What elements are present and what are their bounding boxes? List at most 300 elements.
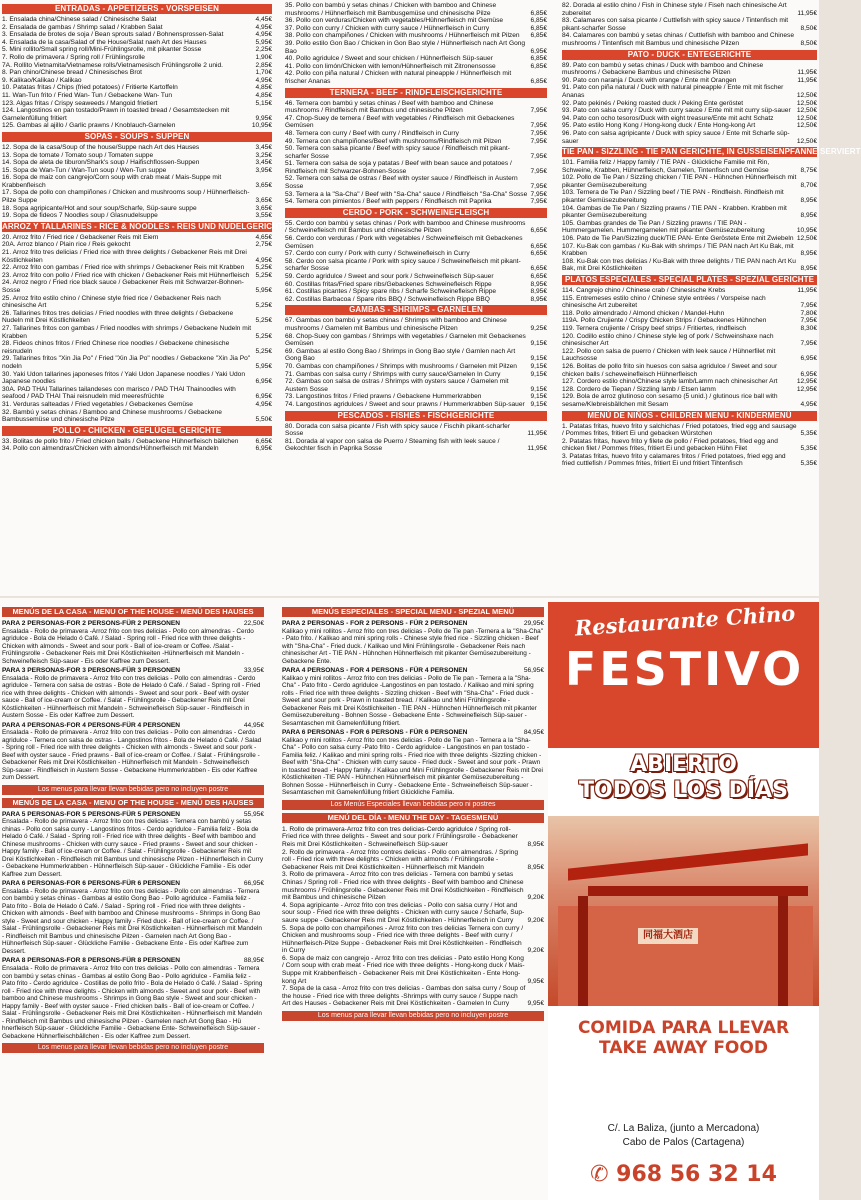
set-menu [282, 729, 544, 797]
menu-item [562, 77, 817, 85]
menu-item-price: 2,75€ [255, 241, 272, 249]
menu-item-price: 7,95€ [530, 129, 547, 137]
menu-item-price: 6,85€ [530, 32, 547, 40]
menu-item [285, 288, 547, 296]
menu-inside-panel [0, 0, 861, 596]
menu-item [2, 24, 272, 32]
menu-item-name: 33. Bolitas de pollo frito / Fried chicken balls / Gebackene Hühnerfleisch bällchen [2, 437, 239, 445]
menu-item-price: 9,95€ [255, 114, 272, 122]
menu-item-name: 73. Langostinos fritos / Fried prawns / Gebackene Hummerkrabben [285, 393, 482, 401]
menu-item-name: 107. Ku-Bak con gambas / Ku-Bak with shrimps / TIE PAN nach Art Ku Bak, mit Krabben [562, 242, 794, 258]
menu-item [2, 234, 272, 242]
menu-item-price: 4,95€ [255, 256, 272, 264]
menu-item [562, 317, 817, 325]
menu-item-price: 9,95€ [527, 1000, 544, 1008]
menu-item-name: 106. Pato de Tie Pan/Sizzling duck/TIE PAN- Ente Geröstete Ente mit Zwiebeln [562, 235, 794, 243]
menu-item-name: 104. Gambas de Tie Pan / Sizzling prawns / TIE PAN - Krabben. Krabben mit pikanter Gemüsezubereitung [562, 204, 787, 220]
menu-item-name: 46. Ternera con bambú y setas chinas / Beef with bamboo and Chinese mushrooms / Rindfleisch mit Bambus und chinesische Pilzen [285, 99, 494, 115]
menu-item-name: 55. Cerdo con bambú y setas chinas / Pork with bamboo and Chinese mushrooms / Schweinefleisch mit Bambus und chinesische Pilzen [285, 219, 526, 235]
set-menu-title [2, 880, 264, 888]
menu-item-price: 6,95€ [800, 355, 817, 363]
menu-item-name: 129. Bola de arroz glutinoso con sesamo (5 unid.) / glutinous rice ball with sesame/Klebreisbällchen mit Sesam [562, 393, 778, 408]
menu-item-price: 12,50€ [796, 235, 817, 243]
menu-item-name: 19. Sopa de fideos 7 Noodles soup / Glasnudelsuppe [2, 212, 158, 220]
menu-item-price: 12,50€ [796, 114, 817, 122]
menu-item [285, 423, 547, 438]
menu-item [562, 348, 817, 363]
set-menu-price: 55,95€ [243, 810, 264, 818]
menu-item-price: 3,55€ [255, 212, 272, 220]
address-line-2: Cabo de Palos (Cartagena) [622, 1137, 745, 1148]
menu-item-name: 96. Pato con salsa agripicante / Duck with spicy sauce / Ente mit Scharfe süp-sauer [562, 129, 790, 145]
menu-item [562, 32, 817, 47]
menu-item [2, 295, 272, 310]
menu-item-name: 38. Pollo con champiñones / Chicken with mushrooms / Hühnerfleisch mit Pilzen [285, 32, 520, 40]
menu-item-name: 58. Cerdo con salsa picante / Pork with spicy sauce / Schweinefleisch mit pikant-scharfer Sosse [285, 257, 521, 273]
menu-item-price: 4,95€ [255, 23, 272, 31]
section-header: MENÚ DE NIÑOS - CHILDREN MENU - KINDERMENÜ [562, 411, 817, 421]
menu-item-price: 1,90€ [255, 53, 272, 61]
menu-item [2, 438, 272, 446]
menu-item-name: 16. Sopa de maiz con cangrejo/Corn soup with crab meat / Mais-Suppe mit Krabbenfleisch [2, 174, 222, 189]
menu-item-name: 20A. Arroz blanco / Plain rice / Reis gekocht [2, 241, 131, 249]
cover-panel [548, 602, 819, 1200]
section-header: PESCADOS - FISHES - FISCHGERICHTE [285, 411, 547, 421]
menu-item-name: 71. Gambas con salsa curry / Shrimps with curry sauce/Garnelen In Curry [285, 370, 501, 378]
menu-item-price: 4,95€ [255, 400, 272, 408]
restaurant-sign: 同福大酒店 [638, 928, 698, 944]
menu-item-name: 3. Ensalada de brotes de soja / Bean sprouts salad / Bohnensprossen-Salat [2, 31, 224, 39]
menu-item-name: 8. Pan chino/Chinese bread / Chinesisches Brot [2, 69, 143, 77]
set-menu-price: 33,95€ [243, 667, 264, 675]
menu-item-price: 12,95€ [796, 385, 817, 393]
menu-item [2, 386, 272, 401]
menu-item-name: 59. Cerdo agridulce / Sweet and sour pork / Schweinefleisch Süp-sauer [285, 273, 494, 280]
menu-item [285, 32, 547, 40]
menu-item [2, 31, 272, 39]
menu-item-price: 8,95€ [530, 280, 547, 288]
menu-item [562, 84, 817, 99]
menu-item-price: 8,95€ [527, 863, 544, 871]
menu-item [2, 241, 272, 249]
menu-item [562, 130, 817, 145]
menu-item-name: 68. Chop-Suey con gambas / Shrimps with vegetables / Garnelen mit Gebackenes Gemüsen [285, 332, 526, 348]
set-menu-title [2, 957, 264, 965]
set-menu [2, 667, 264, 720]
menu-item-name: 92. Pato pekinés / Peking roasted duck / Peking Ente geröstet [562, 99, 744, 107]
menu-item-name: 20. Arroz frito / Fried rice / Gebackener Reis mit Eiern [2, 233, 159, 241]
set-menu [2, 811, 264, 879]
menu-item [2, 189, 272, 204]
menu-item-price: 7,95€ [530, 122, 547, 130]
set-menu-description: Kalikao y mini rollitos - Arroz frito con tres delicias - Pollo de Tie pan - Ternera a la "Sha-Cha" - Pollo con salsa curry -Pato frito - Cerdo agridulce - Langostinos en pan tostado - Familia feliz. / Kalikao and mini spring rolls - Fried rice with three delights -Sizzling chicken - Beef with "Sha-Cha" - Chicken with curry sauce - Fried duck - Sweet and sour pork - Prawn in toasted bread - Happy family. / Kalikao und Mini Frühlingsrolle - Gebackener Reis mit Drei Köstlichkeiten -TIE PAN - Hühnchen Hühnerfleisch mit pikanter Gemüsezubereitung - Bohnen Sosse - Hühnerfleisch in Curry - Gebackene Ente - Schweinefleisch Süp-sauer -Sesamtaschen mit Gamelenfüllung fritiert Glückliche Familia. [282, 736, 543, 797]
menu-item-name: 18. Sopa agripicante/Hot and sour soup/Scharfe, Süp-saure suppe [2, 204, 197, 212]
set-menu-price: 56,95€ [523, 667, 544, 675]
column-special-and-day-menus [282, 604, 544, 1198]
menu-item-price: 6,65€ [530, 227, 547, 235]
menu-item [282, 925, 544, 955]
menu-item [2, 167, 272, 175]
menu-item [285, 25, 547, 33]
menu-item-price: 7,95€ [530, 190, 547, 198]
menu-item-name: 35. Pollo con bambú y setas chinas / Chicken with bamboo and Chinese mushrooms / Hühnerfleisch mit Bambusgemüse und chinesische Pilze [285, 2, 497, 17]
menu-item-price: 3,25€ [255, 151, 272, 159]
menu-item-name: 105. Gambas grandes de Tie Pan / Sizzling prawns / TIE PAN - Hummergarnelen. Hummergarnelen mit pikanter Gemüsezubereitung [562, 219, 765, 235]
menu-item-price: 7,95€ [530, 152, 547, 160]
menu-item-price: 5,25€ [255, 332, 272, 340]
menu-item [285, 2, 547, 17]
menu-item-price: 8,30€ [800, 324, 817, 332]
menu-item-price: 11,95€ [797, 9, 817, 17]
menu-item-price: 3,45€ [255, 143, 272, 151]
menu-item [562, 423, 817, 438]
menu-item-name: 125. Gambas al ajillo / Garlic prawns / Knoblauch-Garnelen [2, 122, 176, 130]
menu-item-price: 9,95€ [527, 977, 544, 985]
column-duck-sizzling-special [562, 2, 861, 594]
menu-item-name: 6. Sopa de maiz con cangrejo - Arroz frito con tres delicias - Pato estilo Hong Kong / Corn soup with crab meat - Fried rice with three delights - Hong-kong duck / Mais-Suppe mit Krabbenfleisch - Gebackener Reis mit Drei Köstlichkeiten - Ente Hong-kong Art [282, 954, 525, 985]
set-menu-title [282, 729, 544, 737]
menu-item [2, 409, 272, 424]
menu-item [2, 107, 272, 122]
menu-item-name: 11. Wan-Tun frito / Fried Wan- Tun / Gebackene Wan- Tun [2, 91, 173, 99]
menu-item [562, 62, 817, 77]
menu-item-name: 56. Cerdo con verduras / Pork with vegetables / Schweinefleisch mit Gebackenes Gemüsen [285, 235, 523, 250]
menu-item [2, 249, 272, 264]
takeaway-line-1: COMIDA PARA LLEVAR [577, 1018, 790, 1038]
menu-item-price: 9,20€ [527, 916, 544, 924]
menu-item-price: 7,95€ [530, 137, 547, 145]
menu-item-name: 74. Langostinos agridulces / Sweet and sour prawns / Hummerkrabben Süp-sauer [285, 400, 525, 408]
menu-item [2, 39, 272, 47]
menu-note: Los Menús Especiales llevan bebidas pero ni postres [282, 800, 544, 810]
menu-item-name: 2. Rollo de primavera - Arroz frito contres delicias - Pollo con almendras. / Spring roll - Fried rice with three delights - Chicken with almonds / Frühlingsrolle - Gebackener Reis mit Drei Köstlichkeiten - Hühnerfleisch mit Mandeln [282, 848, 519, 871]
menu-note: Los menus para llevar llevan bebidas pero no incluyen postre [2, 785, 264, 795]
menu-item-name: 47. Chop-Suey de ternera / Beef with vegetables / Rindfleisch mit Gebackenes Gemüsen [285, 114, 515, 130]
menu-item [285, 281, 547, 289]
menu-item [2, 46, 272, 54]
menu-item-price: 7,95€ [530, 198, 547, 206]
menu-item-price: 6,65€ [530, 273, 547, 280]
set-menu-name: PARA 3 PERSONAS-FOR 3 PERSONS-FÜR 3 PERSONEN [2, 667, 181, 675]
menu-item [562, 295, 817, 310]
section-header: MENÚS ESPECIALES - SPECIAL MENU - SPEZIAL MENÜ [282, 607, 544, 617]
set-menu-name: PARA 4 PERSONAS - FOR 4 PERSONS - FÜR 4 PERSONEN [282, 667, 468, 675]
menu-item-price: 7,95€ [530, 167, 547, 175]
section-header: MENÚ DEL DÍA - MENU THE DAY - TAGESMENÜ [282, 813, 544, 823]
menu-item-name: 27. Tallarines fritos con gambas / Fried noodles with shrimps / Gebackene Nudeln mit Krabben [2, 324, 252, 340]
section-header: ENTRADAS - APPETIZERS - VORSPEISEN [2, 4, 272, 14]
set-menu-description: Kalikao y mini rollitos - Arroz frito con tres delicias - Pollo de Tie pan - Ternera a la "Sha-Cha" - Pato frito - Cerdo agridulce -Langostinos en pan tostado. / Kalikao and mini spring rolls - Fried rice with three delights - Sizzling chicken - Beef with "Sha-Cha" - Fried duck - Sweet and sour pork - Prawn in toasted bread. / Kalikao und Mini Frühlingsrolle - Gebackener Reis mit Drei Köstlichkeiten - TIE PAN - Hühnchen Hühnerfleisch mit pikanter Gemüsezubereitung - Bohnen Sosse - Gebackene Ente - Schweinefleisch Süp-sauer - Sesamtaschen mit Gamelenfüllung fritiert. [282, 674, 537, 727]
menu-item-name: 2. Patatas fritas, huevo frito y filete de pollo / Fried potatoes, fried egg and chicken filet / Pommes frites, fritiert Ei und gebacken Hühn Filet [562, 437, 778, 453]
menu-item-price: 5,35€ [800, 430, 817, 438]
menu-item-price: 6,65€ [530, 242, 547, 250]
photo-roof-lower [588, 886, 808, 896]
menu-item-name: 42. Pollo con piña natural / Chicken with natural pineapple / Hühnerfleisch mit frischer Ananas [285, 70, 512, 85]
menu-item-price: 5,50€ [255, 416, 272, 424]
photo-roof [568, 843, 808, 880]
menu-item-price: 4,95€ [800, 400, 817, 408]
menu-item-price: 6,85€ [530, 17, 547, 25]
menu-item-price: 6,85€ [530, 77, 547, 85]
menu-item-name: 118. Pollo almendrado / Almond chicken / Mandel-Huhn [562, 309, 725, 317]
phone-number[interactable] [548, 1162, 819, 1187]
menu-item-name: 94. Pato con ocho tesoros/Duck with eight treasure/Ente mit acht Schatz [562, 114, 774, 122]
menu-item [285, 273, 547, 281]
menu-item [2, 279, 272, 294]
menu-item-name: 123. Algas fritas / Crispy seaweeds / Mangoid frietiert [2, 99, 158, 107]
menu-item [2, 77, 272, 85]
menu-item-name: 15. Sopa de Wan-Tun / Wan-Tun soup / Wen-Tun suppe [2, 166, 167, 174]
menu-item-name: 127. Cordero estilo chino/Chinese style lamb/Lamm nach chinesischer Art [562, 378, 778, 386]
section-header: TIE PAN - SIZZLING - TIE PAN GERICHTE, IN GUSSEISENPFANNE SERVIERT [562, 147, 861, 157]
menu-item-name: 9. Kalikao/Kalikao / Kalikao [2, 76, 82, 84]
menu-item-name: 82. Dorada al estilo chino / Fish in Chinese style / Fiseh nach chinesische Art zubereitet [562, 2, 787, 17]
menu-item [2, 355, 272, 370]
set-menu-description: Ensalada - Rollo de primavera -Arroz frito con tres delicias - Pollo con almendras - Cerdo agridulce - Bola de Helado ó Café. / Salad - Spring roll - Fried rice with three delights - Chicken with almonds - Sweet and sour pork - Ball of ice-cream or Coffee. /Salat - Frühlingsrolle - Gebackener Reis mit Drei Köstlichkeiten -Hühnerfleisch mit Mandeln - Schweinefleisch Süp-sauer - Eis oder Kaffree zum Dessert. [2, 627, 254, 665]
menu-item-price: 6,85€ [530, 62, 547, 70]
menu-item-name: 114. Cangrejo chino / Chinese crab / Chinesische Krebs [562, 287, 726, 294]
menu-item-price: 8,95€ [530, 288, 547, 296]
menu-item-name: 26. Tallarines fritos tres delicias / Fried noodles with three delights / Gebackene Nudeln mit Drei Köstlichkeiten [2, 309, 234, 325]
section-header: TERNERA - BEEF - RINDFLEISCHGERICHTE [285, 88, 547, 98]
menu-item-name: 83. Calamares con salsa picante / Cuttlefish with spicy sauce / Tintenfisch mit pikant-scharfer Sosse [562, 17, 789, 32]
menu-item [2, 325, 272, 340]
menu-item [285, 138, 547, 146]
menu-item [2, 69, 272, 77]
menu-item-price: 11,95€ [527, 445, 547, 453]
menu-item-price: 9,20€ [527, 947, 544, 955]
photo-facade [558, 906, 813, 1006]
menu-item-name: 102. Pollo de Tie Pan / Sizzling chicken / TIE PAN - Hühnchen Hühnerfleisch mit pikanter Gemüsezubereitung [562, 174, 797, 189]
set-menu [2, 620, 264, 665]
menu-item [285, 100, 547, 115]
restaurant-name: FESTIVO [564, 642, 805, 696]
takeaway-line-2: TAKE AWAY FOOD [599, 1038, 768, 1058]
menu-item-price: 6,65€ [530, 250, 547, 258]
menu-note: Los menus para llevar llevan bebidas pero no incluyen postre [2, 1043, 264, 1053]
menu-item-price: 9,15€ [530, 385, 547, 393]
menu-item [285, 55, 547, 63]
menu-item-price: 8,70€ [800, 181, 817, 189]
menu-item-name: 1. Ensalada china/Chinese salad / Chinesische Salat [2, 16, 157, 23]
menu-item-price: 3,65€ [255, 197, 272, 205]
set-menu-name: PARA 4 PERSONAS-FOR 4 PERSONS-FÜR 4 PERSONEN [2, 721, 181, 729]
menu-item-price: 12,95€ [796, 378, 817, 386]
menu-item [285, 348, 547, 363]
menu-item [285, 198, 547, 206]
menu-item-name: 120. Codillo estilo chino / Chinese style leg of pork / Schweinshaxe nach chinesischer Art [562, 332, 774, 348]
photo-pillar [778, 896, 788, 1006]
menu-item [2, 159, 272, 167]
menu-item-name: 22. Arroz frito con gambas / Fried rice with shrimps / Gebackener Reis mit Krabben [2, 264, 245, 272]
menu-item [562, 243, 817, 258]
menu-item-price: 5,35€ [800, 445, 817, 453]
menu-item [285, 363, 547, 371]
menu-item [285, 371, 547, 379]
menu-item-name: 31. Verduras salteadas / Fried vegetables / Gebackenes Gemüse [2, 400, 193, 408]
menu-item-name: 93. Pato con salsa curry / Duck with curry sauce / Ente mit mit curry süp-sauer [562, 107, 791, 115]
menu-item-name: 119A. Pollo Crujiente / Crispy Chicken Strips / Gebackenes Hühnchen [562, 317, 767, 325]
section-header: CERDO - PORK - SCHWEINEFLEISCH [285, 208, 547, 218]
menu-item-name: 53. Ternera a la "Sa-Cha" / Beef with "Sa-Cha" sauce / Rindfleisch "Sa-Cha" Sosse [285, 190, 528, 198]
menu-item-name: 61. Costillas picantes / Spicy spare ribs / Scharfe Schweinefleisch Rippe [285, 288, 497, 296]
set-menu [2, 722, 264, 782]
menu-item-price: 7,95€ [530, 183, 547, 191]
menu-item [562, 220, 817, 235]
menu-item [562, 174, 817, 189]
menu-item-price: 9,25€ [530, 324, 547, 332]
menu-item [562, 115, 817, 123]
menu-item [285, 401, 547, 409]
set-menu-price: 84,95€ [523, 729, 544, 737]
phone-icon: ✆ [590, 1162, 609, 1187]
menu-item-name: 32. Bambú y setas chinas / Bamboo and Chinese mushrooms / Gebackene Bambussemüse und chinesische Pilze [2, 408, 222, 424]
menu-item-price: 6,95€ [255, 445, 272, 453]
menu-item-name: 13. Sopa de tomate / Tomato soup / Tomaten suppe [2, 151, 154, 159]
menu-item-name: 39. Pollo estilo Gon Bao / Chicken in Gon Bao style / Hühnerfleisch nach Art Gong Bao [285, 39, 526, 55]
menu-item-price: 3,65€ [255, 204, 272, 212]
address [548, 1122, 819, 1150]
menu-item [2, 54, 272, 62]
open-line-2: TODOS LOS DÍAS [579, 778, 788, 803]
menu-item [285, 296, 547, 304]
restaurant-type: Restaurante Chino [574, 600, 796, 641]
menu-item-price: 4,45€ [255, 16, 272, 23]
menu-item-name: 34. Pollo con almendras/Chicken with almonds/Hühnerfleisch mit Mandeln [2, 445, 219, 453]
menu-item-price: 9,15€ [530, 400, 547, 408]
menu-item-price: 5,15€ [255, 99, 272, 107]
menu-item [2, 340, 272, 355]
menu-item [2, 92, 272, 100]
menu-item [2, 401, 272, 409]
menu-item-name: 4. Ensalada de la casa/Salad of the House/Salat naeh Art des Hauses [2, 38, 207, 46]
menu-item-price: 7,95€ [800, 317, 817, 325]
menu-item-name: 124. Langostinos en pan tostado/Prawn in toasted bread / Gesamtstecken mit Garnelenfüllung fritiert [2, 107, 230, 122]
menu-item [285, 438, 547, 453]
menu-item [282, 871, 544, 901]
menu-item [562, 235, 817, 243]
menu-item-price: 8,95€ [800, 250, 817, 258]
menu-item-price: 8,75€ [800, 166, 817, 174]
menu-item-price: 8,95€ [800, 265, 817, 273]
menu-item [562, 2, 817, 17]
column-house-menus [2, 604, 264, 1198]
menu-item-name: 29. Tallarines fritos "Xin Jia Po" / Fried "Xin Jia Po" noodles / Gebackene "Xin Jia Po" nodeln [2, 355, 251, 370]
menu-item-price: 1,70€ [255, 69, 272, 77]
menu-item-price: 4,85€ [255, 84, 272, 92]
menu-item-price: 11,95€ [797, 287, 817, 294]
photo-pillar [578, 896, 588, 1006]
address-line-1: C/. La Baliza, (junto a Mercadona) [607, 1123, 760, 1134]
menu-item-price: 6,65€ [255, 437, 272, 445]
menu-item [285, 191, 547, 199]
menu-item [282, 955, 544, 985]
takeaway-notice [548, 1018, 819, 1058]
menu-item-name: 28. Fideos chinos fritos / Fried Chinese rice noodles / Gebackene chinesische reisnudeln [2, 340, 230, 355]
set-menu [2, 880, 264, 955]
menu-item [2, 310, 272, 325]
set-menu-price: 29,95€ [523, 620, 544, 627]
set-menu-description: Ensalada - Rollo de primavera - Arroz frito con tres delicias - Pollo con almendras - Cerdo agridulce - Ternera con salsa de ostras - Langostinos fritos - Bola de Helado ó Café. / Salad - Spring roll - Fried rice with three delights - Chicken with almonds - Sweet and sour pork - Beef with oyster sauce - Fried prawns - Ball of ice-cream or Coffee. / Salat - Frühlingsrolle - Gebackener Reis mit Drei Köstlichkeiten - Hühnerfleisch mit Mandeln - Schweinefleisch Süp-sauer - Rindfleisch in Austern Sosse - Gebackene Hummerkrabben - Eis oder Kaffree zum Dessert. [2, 729, 262, 782]
menu-item [562, 100, 817, 108]
menu-item-price: 8,95€ [527, 840, 544, 848]
menu-item [285, 317, 547, 332]
menu-item-name: 69. Gambas al estilo Gong Bao / Shrimps in Gong Bao style / Garnlen nach Art Gong Bao [285, 347, 516, 363]
set-menu-name: PARA 8 PERSONAS-FOR 8 PERSONS-FÜR 8 PERSONEN [2, 957, 181, 965]
menu-item-name: 30. Yaki Udon tallarines japoneses fritos / Yaki Udon Japanese noodles / Yaki Udon Japanese noodles [2, 370, 246, 386]
menu-item-price: 5,95€ [255, 287, 272, 294]
menu-item [285, 250, 547, 258]
menu-item-name: 7. Rollo de primavera / Spring roll / Frühlingsrolle [2, 53, 145, 61]
section-header: MENÚS DE LA CASA - MENU OF THE HOUSE - MENÜ DES HAUSES [2, 798, 264, 808]
menu-item-name: 3. Patatas fritas, huevo frito y calamares fritos / Fried potatoes, fried egg and fried cuttlefish / Pommes frites, fritiert Ei und fritiert Tihtenfisch [562, 452, 786, 468]
menu-item-name: 37. Pollo con curry / Chicken with curry sauce / Hühnerfleisch in Curry [285, 24, 490, 32]
menu-item [2, 84, 272, 92]
menu-item [285, 393, 547, 401]
menu-item-price: 8,95€ [800, 212, 817, 220]
menu-item-price: 6,95€ [800, 370, 817, 378]
menu-item-name: 41. Pollo con limón/Chicken with lemon/Hühnerfleisch mit Zitronensosse [285, 62, 496, 70]
section-header: GAMBAS - SHRIMPS - GARNELEN [285, 305, 547, 315]
menu-item-price: 6,85€ [530, 24, 547, 32]
menu-item-name: 4. Sopa agripicante - Arroz frito con tres delicias - Pollo con salsa curry / Hot and sour soup - Fried rice with three delights - Chicken with curry sauce / Scharfe, Sup-saure suppe - Gebackener Reis mit Drei Köstlichkeiten - Hühnerfleisch in Curry [282, 901, 525, 924]
menu-item-name: 49. Ternera con champiñones/Beef with mushrooms/Rindfleisch mit Pilzen [285, 137, 502, 145]
menu-item-name: 89. Pato con bambú y setas chinas / Duck with bamboo and Chinese mushrooms / Gebackene Bambus und chinesische Pilzen [562, 61, 764, 77]
menu-item [2, 152, 272, 160]
menu-item-name: 51. Ternera con salsa de soja y patatas / Beef with bean sauce and potatoes / Rindfleisch mit Schwarzer-Bohnen-Sosse [285, 160, 512, 175]
menu-item-price: 12,50€ [796, 91, 817, 99]
menu-item-name: 24. Arroz negro / Fried rice black sauce / Gebackener Reis mit Schwarzer-Bohnen-Sosse [2, 279, 244, 294]
brand-banner [548, 602, 819, 748]
menu-item-name: 80. Dorada con salsa picante / Fish with spicy sauce / Fischih pikant-scharfer Sosse [285, 422, 511, 438]
menu-item [562, 453, 817, 468]
menu-item-price: 3,65€ [255, 181, 272, 189]
menu-item-price: 5,25€ [255, 271, 272, 279]
menu-item [2, 122, 272, 130]
menu-item-name: 1. Rollo de primavera-Arroz frito con tres delicias-Cerdo agridulce / Spring roll-Fried rice with three delights - Sweet and sour pork / Frühlingsrolle - Gebackener Reis mit Drei Köstlichkeiten - Schweinefleisch Süp-sauer [282, 825, 518, 848]
menu-item [282, 985, 544, 1008]
set-menu-description: Ensalada - Rollo de primavera - Arroz frito con tres delicias - Ternera con bambú y setas chinas - Pollo con salsa curry - Langostinos fritos - Cerdo agridulce - Familia feliz - Bola de Helado ó Café. / Salad - Spring roll - Fried rice with three delights - Beef with bamboo and Chinese mushrooms - Chicken with curry sauce - Fried prawns - Sweet and sour chicken - Happy family - Ball of ice-cream or Coffee. / Salat - Frühlingsrolle - Gebackener Reis mit Drei Köstlichkeiten - Rindfleisch mit Bambus und chinesische Pilzen - Hühnerfleisch in Curry - Gebackene Hummerkrabben - Hühnerfleisch Süp-sauer - Glückliche Familie - Eis oder Kaffree zum Dessert. [2, 818, 264, 878]
menu-item [562, 363, 817, 378]
menu-item-price: 11,95€ [797, 69, 817, 77]
menu-item-price: 9,15€ [530, 393, 547, 401]
menu-item [285, 40, 547, 55]
set-menu-title [282, 620, 544, 628]
menu-item [2, 205, 272, 213]
set-menu [2, 957, 264, 1040]
menu-item-price: 6,95€ [530, 47, 547, 55]
set-menu-description: Ensalada - Rollo de primavera - Arroz frito con tres delicias - Pollo con almendras - Ternera con bambú y setas chinas - Gambas al estilo Gong Bao - Pollo agridulce - Familia feliz - Pato frito - Cerdo agridulce - Costillas de pollo frito - Bola de Helado ó Café. / Salad - Spring roll - Fried rice with three delights - Chicken with almonds - Sweet and sour pork - Beef with bamboo and Chinese mushrooms - Shrimps in Gong Bao style - Sweet and sour chicken - Happy family - Beef with oyster sauce - Fried chicken balls - Ball of ice-cream or Coffee. / Salat - Frühlingsrolle - Gebackener Reis mit Drei Köstlichkeiten - Hühnerfleisch mit Mandeln - Rindfleisch mit Bambus und chinesische Pilzen - Garnelen nach Art Gong Bao - Hü hnerfleisch Süp-sauer - Glückliche Familie - Gebackene Ente- Schweinefleisch Süp-sauer - Gebackene Hühnerfleischbällchen - Eis oder Kaffree zum Dessert. [2, 965, 263, 1040]
menu-item-name: 14. Sopa de aleta de tiburon/Shark's soup / Haifischflossen-Suppen [2, 159, 200, 167]
menu-item-price: 8,50€ [800, 24, 817, 32]
menu-item-name: 3. Rollo de primavera - Arroz frito con tres delicias - Ternera con bambú y setas Chinas / Spring roll - Fried rice with three delights - Beef with bamboo and Chinese mushrooms / Frühlingsrolle - Gebackener Reis mit Drei Köstlichkeiten - Rindfleisch mit Bambus und chinesische Pilzen [282, 871, 524, 902]
menu-item-name: 108. Ku-Bak con tres delicias / Ku-Bak with three delights / TIE PAN nach Art Ku Bak, mit Drei Köstlichkeiten [562, 257, 796, 273]
menu-item [2, 100, 272, 108]
menu-item [282, 826, 544, 849]
restaurant-photo [548, 816, 819, 1006]
menu-item-name: 62. Costillas Barbacoa / Spare ribs BBQ / Schweinefleisch Rippe BBQ [285, 295, 490, 303]
menu-item-name: 119. Ternera crujiente / Crispy beef strips / Fritiertes, rindfleisch [562, 324, 747, 332]
menu-item-price: 11,95€ [797, 76, 817, 84]
menu-item-price: 5,95€ [255, 38, 272, 46]
menu-item [562, 378, 817, 386]
set-menu-name: PARA 6 PERSONAS - FOR 6 PERSONS - FÜR 6 PERSONEN [282, 729, 468, 737]
menu-item-price: 9,15€ [530, 362, 547, 370]
menu-item-name: 103. Ternera de Tie Pan / Sizzling beef / TIE PAN - Rindfleish. Rindfleish mit pikanter Gemüsezubereitung [562, 189, 784, 205]
set-menu-name: PARA 5 PERSONAS-FOR 5 PERSONS-FÜR 5 PERSONEN [2, 810, 181, 818]
menu-item-name: 84. Calamares con bambú y setas chinas / Cuttlefish with bamboo and Chinese mushrooms / Tintenfisch mit Bambus und chinesische Pilzen [562, 32, 795, 47]
set-menu-title [282, 667, 544, 675]
